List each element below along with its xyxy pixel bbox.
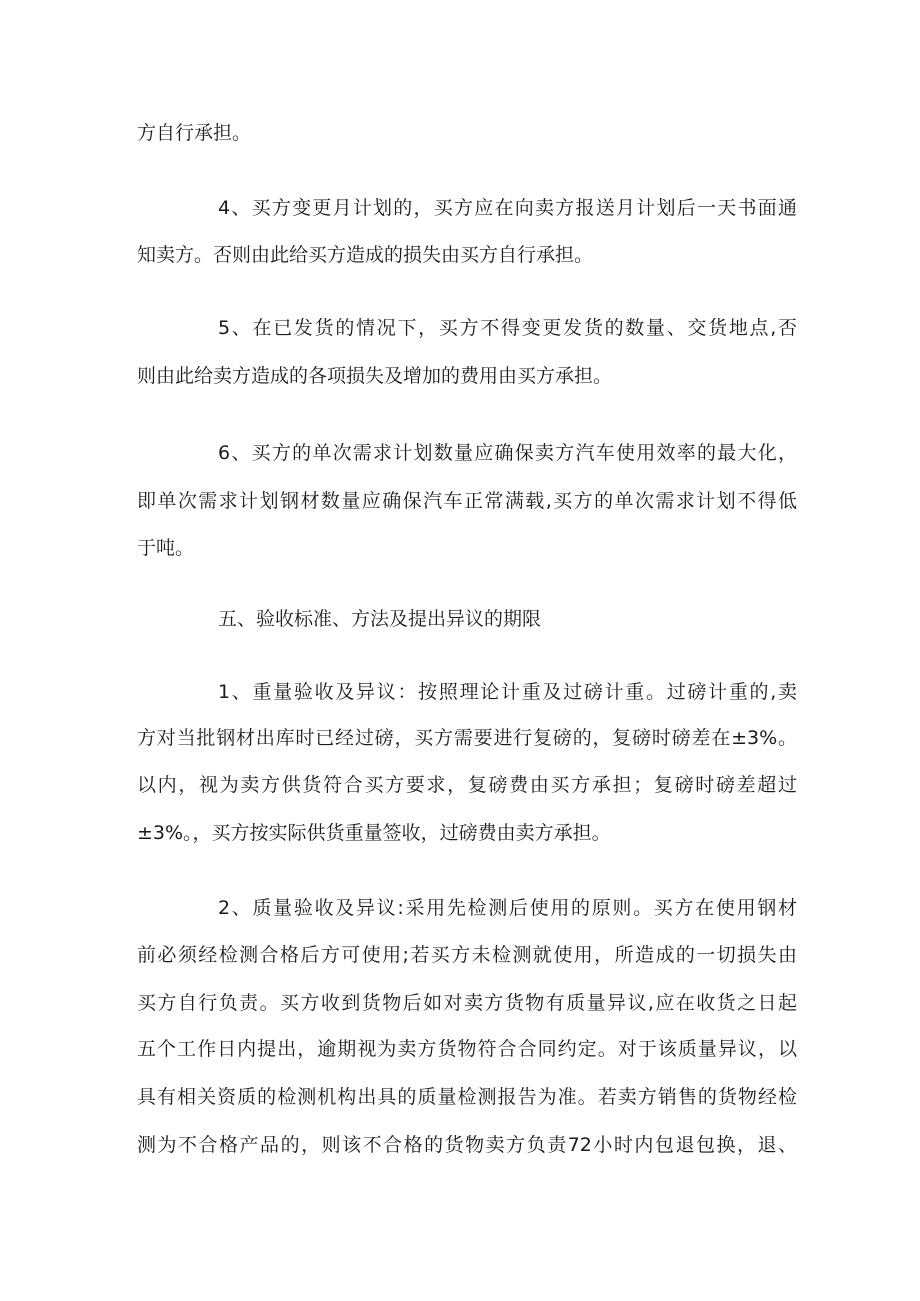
weight-clause-line-4: ±3%。，买方按实际供货重量签收，过磅费由卖方承担。: [137, 822, 611, 844]
quality-clause-line-2: 前必须经检测合格后方可使用;若买方未检测就使用，所造成的一切损失由: [137, 944, 797, 966]
clause-6-line-1: 6、买方的单次需求计划数量应确保卖方汽车使用效率的最大化，: [218, 442, 797, 464]
quality-clause-line-4: 五个工作日内提出，逾期视为卖方货物符合合同约定。对于该质量异议，以: [137, 1038, 797, 1060]
clause-4-line-2: 知卖方。否则由此给买方造成的损失由买方自行承担。: [137, 244, 594, 266]
weight-clause-line-1: 1、重量验收及异议：按照理论计重及过磅计重。过磅计重的,卖: [218, 681, 797, 703]
section-heading: 五、验收标准、方法及提出异议的期限: [218, 608, 542, 630]
quality-clause-line-1: 2、质量验收及异议:采用先检测后使用的原则。买方在使用钢材: [218, 897, 797, 919]
clause-4-line-1: 4、买方变更月计划的，买方应在向卖方报送月计划后一天书面通: [218, 197, 797, 219]
clause-6-line-3: 于吨。: [137, 537, 195, 559]
weight-clause-line-3: 以内，视为卖方供货符合买方要求，复磅费由买方承担；复磅时磅差超过: [137, 774, 797, 796]
clause-6-line-2: 即单次需求计划钢材数量应确保汽车正常满载,买方的单次需求计划不得低: [137, 490, 797, 512]
quality-clause-line-6: 测为不合格产品的，则该不合格的货物卖方负责72小时内包退包换，退、: [137, 1134, 797, 1156]
quality-clause-line-3: 买方自行负责。买方收到货物后如对卖方货物有质量异议,应在收货之日起: [137, 992, 797, 1014]
weight-clause-line-2: 方对当批钢材出库时已经过磅，买方需要进行复磅的，复磅时磅差在±3%。: [137, 727, 797, 749]
text-line: 方自行承担。: [137, 122, 252, 144]
clause-5-line-2: 则由此给卖方造成的各项损失及增加的费用由买方承担。: [137, 365, 613, 387]
clause-5-line-1: 5、在已发货的情况下，买方不得变更发货的数量、交货地点,否: [218, 317, 797, 339]
quality-clause-line-5: 具有相关资质的检测机构出具的质量检测报告为准。若卖方销售的货物经检: [137, 1086, 797, 1108]
